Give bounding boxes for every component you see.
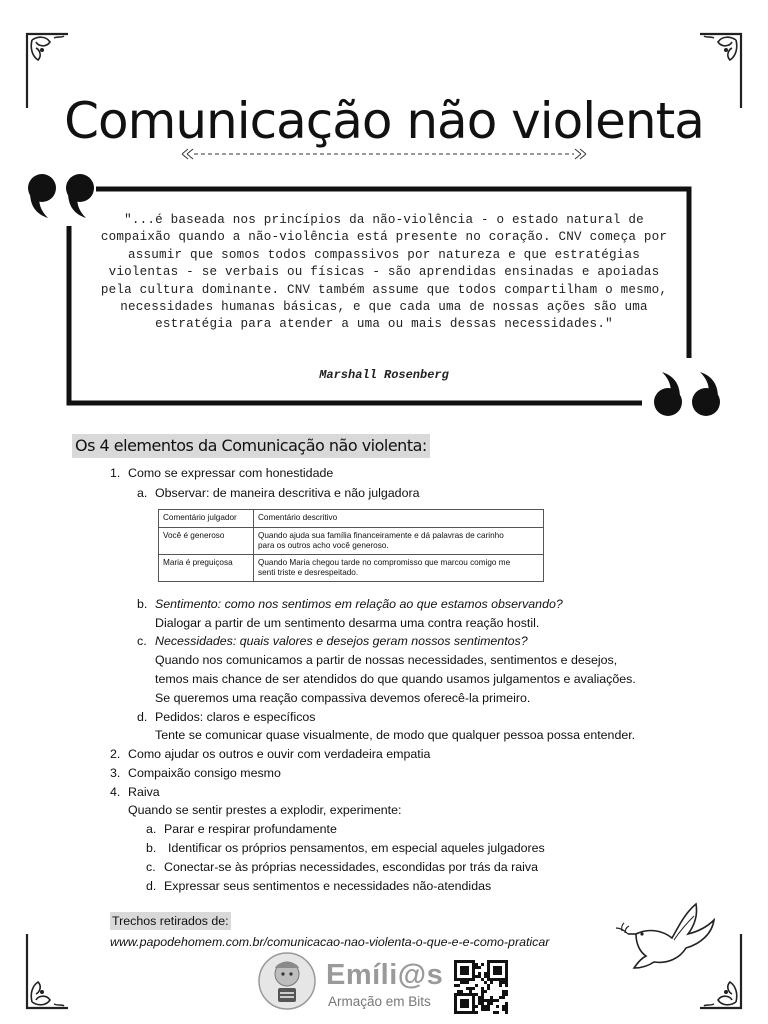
- sublist-letter: d.: [146, 879, 157, 893]
- list-number: 1.: [110, 466, 121, 480]
- table-header: Comentário julgador: [159, 510, 254, 528]
- avatar-icon: [258, 952, 316, 1010]
- sublist-letter: b.: [146, 841, 157, 855]
- sublist-letter: b.: [137, 597, 148, 611]
- source-url[interactable]: www.papodehomem.com.br/comunicacao-nao-violenta-o-que-e-e-como-praticar: [110, 935, 550, 949]
- list-item-text: Como ajudar os outros e ouvir com verdadeira empatia: [128, 747, 431, 761]
- table-cell: Maria é preguiçosa: [159, 555, 254, 582]
- table-cell-line: para os outros acho você generoso.: [258, 541, 389, 550]
- sublist-letter: c.: [146, 860, 156, 874]
- logo-tagline: Armação em Bits: [328, 994, 431, 1009]
- quote-author: Marshall Rosenberg: [319, 368, 449, 382]
- sublist-letter: a.: [146, 822, 157, 836]
- list-item-text: Raiva: [128, 785, 160, 799]
- table-row: [159, 555, 544, 582]
- sublist-item-text: Tente se comunicar quase visualmente, de modo que qualquer pessoa possa entender.: [155, 728, 636, 742]
- list-item-intro: Quando se sentir prestes a explodir, experimente:: [128, 803, 402, 817]
- sublist-item-text: Conectar-se às próprias necessidades, escondidas por trás da raiva: [164, 860, 538, 874]
- list-number: 4.: [110, 785, 121, 799]
- sublist-letter: d.: [137, 710, 148, 724]
- corner-flourish-icon-bottom-left: [24, 932, 72, 1012]
- arrow-divider-icon: [180, 146, 588, 162]
- page-title: Comunicação não violenta: [64, 91, 704, 150]
- table-cell: [254, 528, 544, 555]
- quote-mark-icon-open: [26, 168, 100, 220]
- list-item-text: Compaixão consigo mesmo: [128, 766, 281, 780]
- table-cell: [254, 555, 544, 582]
- table-cell: Você é generoso: [159, 528, 254, 555]
- section-heading: Os 4 elementos da Comunicação não violenta:: [72, 434, 430, 458]
- sublist-item-text: Se queremos uma reação compassiva devemos oferecê-la primeiro.: [155, 691, 531, 705]
- sublist-letter: c.: [137, 634, 147, 648]
- sublist-item-title: Sentimento: como nos sentimos em relação ao que estamos observando?: [155, 597, 563, 611]
- judgment-table: [158, 509, 544, 582]
- table-cell-line: Quando Maria chegou tarde no compromisso que marcou comigo me: [258, 558, 511, 567]
- list-number: 2.: [110, 747, 121, 761]
- sublist-item-text: Identificar os próprios pensamentos, em especial aqueles julgadores: [168, 841, 545, 855]
- sublist-item-text: Expressar seus sentimentos e necessidades não-atendidas: [164, 879, 492, 893]
- source-label: Trechos retirados de:: [112, 914, 229, 928]
- sublist-item-title: Necessidades: quais valores e desejos geram nossos sentimentos?: [155, 634, 528, 648]
- sublist-item-text: Dialogar a partir de um sentimento desarma uma contra reação hostil.: [155, 616, 540, 630]
- table-cell-line: Quando ajuda sua família financeiramente e dá palavras de carinho: [258, 531, 504, 540]
- list-number: 3.: [110, 766, 121, 780]
- table-header-row: [159, 510, 544, 528]
- sublist-item-text: Observar: de maneira descritiva e não julgadora: [155, 486, 420, 500]
- table-row: [159, 528, 544, 555]
- quote-text: "...é baseada nos princípios da não-violência - o estado natural de compaixão quando a não-violência está presente no coração. CNV começa por assumir que somos todos compassivos por natureza e que estratégias violentas - se verbais ou físicas - são aprendidas ensinadas e apoiadas pela cultura dominante. CNV também assume que todos compartilham o mesmo, necessidades humanas básicas, e que cada uma de nossas ações são uma estratégia para atender a uma ou mais dessas necessidades.": [100, 213, 668, 332]
- table-header: Comentário descritivo: [254, 510, 544, 528]
- list-item-text: Como se expressar com honestidade: [128, 466, 334, 480]
- sublist-item-text: Parar e respirar profundamente: [164, 822, 337, 836]
- qr-code-icon: [454, 960, 508, 1014]
- logo-brand: Emíli@s: [326, 959, 444, 991]
- sublist-item-title: Pedidos: claros e específicos: [155, 710, 316, 724]
- sublist-item-text: temos mais chance de ser atendidos do que quando usamos julgamentos e avaliações.: [155, 672, 636, 686]
- dove-icon: [614, 898, 716, 970]
- table-cell-line: senti triste e desrespeitado.: [258, 568, 359, 577]
- sublist-letter: a.: [137, 486, 148, 500]
- sublist-item-text: Quando nos comunicamos a partir de nossas necessidades, sentimentos e desejos,: [155, 653, 618, 667]
